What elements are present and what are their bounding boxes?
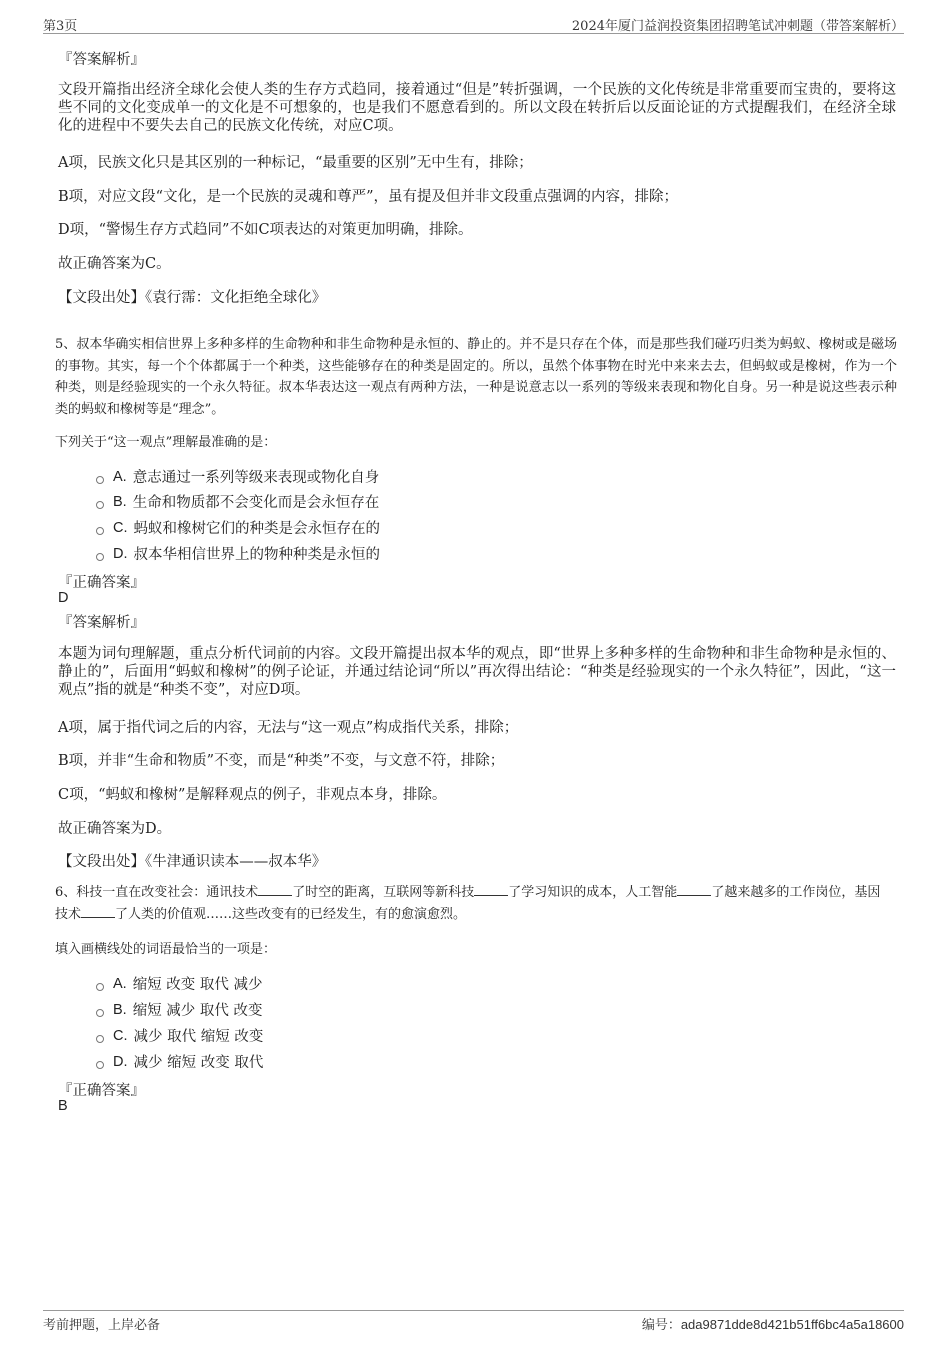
- fill-blank-3: [677, 884, 711, 896]
- analysis-item-b: B项，对应文段“文化，是一个民族的灵魂和尊严”，虽有提及但并非文段重点强调的内容，排除；: [58, 189, 678, 205]
- option-letter: A.: [113, 975, 127, 992]
- question-5-prompt: 下列关于“这一观点”理解最准确的是：: [55, 435, 277, 450]
- footer-divider: [43, 1310, 904, 1311]
- question-5-text: 5、叔本华确实相信世界上多种多样的生命物种和非生命物种是永恒的、静止的。并不是只存在个体，而是那些我们碰巧归类为蚂蚁、橡树或是磁场的事物。其实，每一个个体都属于一个种类，这些能够存在的种类是固定的。所以，虽然个体事物在时光中来来去去，但蚂蚁或是橡树，作为一个种类，则是经验现实的一个永久特征。叔本华表达这一观点有两种方法，一种是说意志以一系列的等级来表现和物化自身。另一种是说这些表示种类的蚂蚁和橡树等是“理念”。: [55, 337, 897, 417]
- document-title: 2024年厦门益润投资集团招聘笔试冲刺题（带答案解析）: [571, 19, 904, 34]
- question-5-option-c[interactable]: [96, 517, 380, 538]
- question-text-segment: 了学习知识的成本，人工智能: [508, 885, 678, 900]
- question-text-segment: 技术: [55, 906, 82, 922]
- analysis-item-a: A项，民族文化只是其区别的一种标记，“最重要的区别”无中生有，排除；: [58, 155, 533, 171]
- question-6-option-b[interactable]: [96, 999, 263, 1020]
- analysis-item-d: D项，“警惕生存方式趋同”不如C项表达的对策更加明确，排除。: [58, 222, 473, 238]
- correct-answer-label: 『正确答案』: [58, 575, 145, 591]
- question-6-option-a[interactable]: [96, 973, 263, 994]
- radio-icon[interactable]: [96, 553, 104, 561]
- radio-icon[interactable]: [96, 501, 104, 509]
- analysis-item-a: A项，属于指代词之后的内容，无法与“这一观点”构成指代关系，排除；: [58, 720, 519, 736]
- option-text: 缩短 改变 取代 减少: [132, 977, 263, 993]
- analysis-item-c: C项，“蚂蚁和橡树”是解释观点的例子，非观点本身，排除。: [58, 787, 447, 803]
- option-letter: D.: [113, 545, 128, 562]
- question-6-text: [55, 882, 897, 925]
- fill-blank-1: [258, 884, 292, 896]
- option-letter: D.: [113, 1053, 128, 1070]
- question-5-option-b[interactable]: [96, 491, 379, 512]
- text-source: 【文段出处】《牛津通识读本——叔本华》: [58, 854, 327, 870]
- option-letter: C.: [113, 1027, 128, 1044]
- analysis-item-b: B项，并非“生命和物质”不变，而是“种类”不变，与文意不符，排除；: [58, 753, 505, 769]
- analysis-label: 『答案解析』: [58, 52, 145, 68]
- correct-answer-value: D: [58, 590, 69, 606]
- option-text: 减少 缩短 改变 取代: [133, 1055, 264, 1071]
- radio-icon[interactable]: [96, 527, 104, 535]
- radio-icon[interactable]: [96, 1035, 104, 1043]
- option-text: 缩短 减少 取代 改变: [132, 1003, 263, 1019]
- option-letter: B.: [113, 493, 127, 510]
- option-letter: A.: [113, 468, 127, 485]
- fill-blank-4: [81, 906, 115, 918]
- question-text-segment: 了越来越多的工作岗位，基因: [711, 885, 881, 900]
- question-text-segment: 了人类的价值观……这些改变有的已经发生，有的愈演愈烈。: [115, 906, 467, 922]
- question-text-segment: 了时空的距离，互联网等新科技: [292, 885, 475, 900]
- question-6-prompt: 填入画横线处的词语最恰当的一项是：: [55, 942, 277, 957]
- footer-slogan: 考前押题，上岸必备: [43, 1318, 161, 1333]
- question-text-segment: 6、科技一直在改变社会：通讯技术: [55, 885, 259, 900]
- radio-icon[interactable]: [96, 1009, 104, 1017]
- analysis-label: 『答案解析』: [58, 615, 145, 631]
- question-5-option-d[interactable]: [96, 543, 380, 564]
- analysis-conclusion: 故正确答案为D。: [58, 821, 172, 837]
- question-6-option-d[interactable]: [96, 1051, 263, 1072]
- question-6-option-c[interactable]: [96, 1025, 263, 1046]
- option-text: 蚂蚁和橡树它们的种类是会永恒存在的: [133, 521, 380, 537]
- text-source: 【文段出处】《袁行霈：文化拒绝全球化》: [58, 290, 327, 306]
- analysis-conclusion: 故正确答案为C。: [58, 256, 171, 272]
- radio-icon[interactable]: [96, 1061, 104, 1069]
- radio-icon[interactable]: [96, 476, 104, 484]
- option-letter: C.: [113, 519, 128, 536]
- correct-answer-label: 『正确答案』: [58, 1083, 145, 1099]
- option-text: 减少 取代 缩短 改变: [133, 1029, 264, 1045]
- option-text: 生命和物质都不会变化而是会永恒存在: [132, 495, 380, 511]
- option-letter: B.: [113, 1001, 127, 1018]
- header-divider: [43, 33, 904, 34]
- document-code-label: 编号：: [641, 1318, 681, 1333]
- analysis-paragraph: 文段开篇指出经济全球化会使人类的生存方式趋同，接着通过“但是”转折强调，一个民族的文化传统是非常重要而宝贵的，要将这些不同的文化变成单一的文化是不可想象的，也是我们不愿意看到的。所以文段在转折后以反面论证的方式提醒我们，在经济全球化的进程中不要失去自己的民族文化传统，对应C项。: [58, 82, 896, 134]
- page-number: 第3页: [43, 19, 78, 34]
- correct-answer-value: B: [58, 1098, 68, 1114]
- question-5-option-a[interactable]: [96, 466, 379, 487]
- option-text: 叔本华相信世界上的物种种类是永恒的: [133, 547, 380, 563]
- analysis-paragraph: 本题为词句理解题，重点分析代词前的内容。文段开篇提出叔本华的观点，即“世界上多种多样的生命物种和非生命物种是永恒的、静止的”，后面用“蚂蚁和橡树”的例子论证，并通过结论词“所以”再次得出结论：“种类是经验现实的一个永久特征”，因此，“这一观点”指的就是“种类不变”，对应D项。: [58, 646, 896, 698]
- option-text: 意志通过一系列等级来表现或物化自身: [132, 470, 380, 486]
- radio-icon[interactable]: [96, 983, 104, 991]
- document-code-value: ada9871dde8d421b51ff6bc4a5a18600: [680, 1317, 904, 1332]
- document-code: [642, 1314, 904, 1333]
- fill-blank-2: [474, 884, 508, 896]
